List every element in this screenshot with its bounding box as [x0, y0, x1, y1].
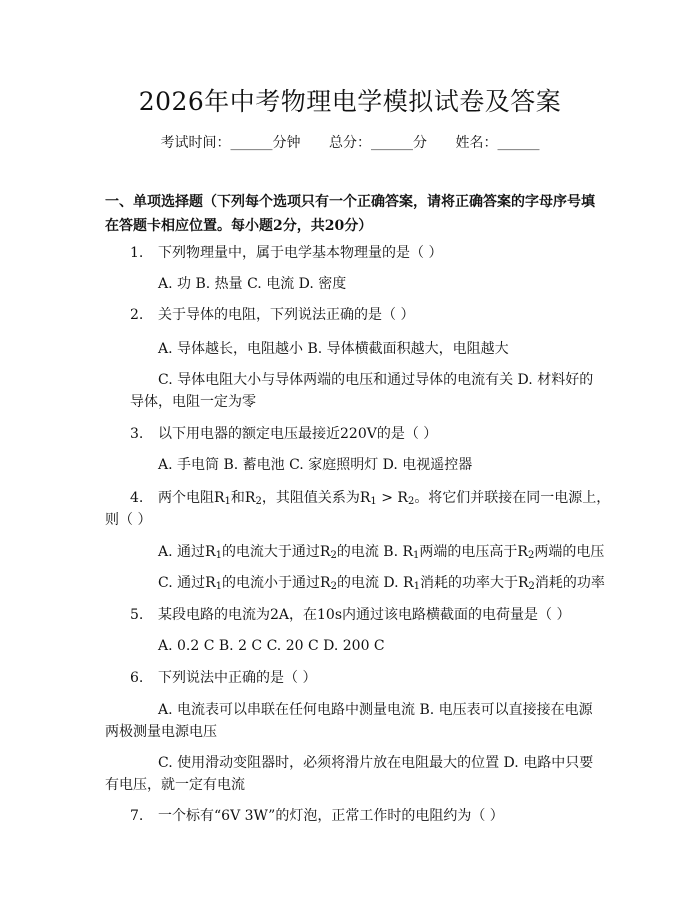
question-1 [130, 241, 442, 265]
option-text: 的电流 B. R [336, 544, 414, 560]
question-4 [130, 486, 610, 510]
subscript: 1 [224, 496, 231, 507]
question-text: 某段电路的电流为2A，在10s内通过该电路横截面的电荷量是（ ） [158, 607, 571, 623]
question-3 [130, 422, 437, 446]
subscript: 2 [527, 550, 535, 561]
subscript: 1 [215, 550, 222, 561]
question-number: 3. [130, 426, 144, 442]
question-number: 2. [130, 307, 144, 323]
question-text-part: ，其阻值关系为R [261, 490, 371, 506]
question-text-part: 和R [230, 490, 256, 506]
subscript: 1 [215, 581, 223, 592]
subscript: 2 [407, 496, 415, 507]
options-2-line3: 导体，电阻一定为零 [130, 394, 256, 410]
subscript: 1 [370, 496, 377, 507]
subscript: 2 [330, 581, 337, 592]
question-text-part: > R [376, 490, 408, 506]
section-heading: 一、单项选择题（下列每个选项只有一个正确答案，请将正确答案的字母序号填在答题卡相应位置。每小题2分，共20分） [105, 194, 595, 234]
options-6-line4: 有电压，就一定有电流 [105, 777, 245, 793]
subscript: 1 [413, 581, 420, 592]
option-text: C. 通过R [158, 575, 216, 591]
exam-name: 姓名：______ [455, 135, 540, 151]
question-5 [130, 603, 570, 627]
option-text: 的电流 D. R [336, 575, 414, 591]
page-title: 2026年中考物理电学模拟试卷及答案 [138, 87, 562, 116]
question-number: 1. [130, 245, 144, 261]
subscript: 2 [255, 496, 262, 507]
question-text-part: 。将它们并联接在同一电源上， [414, 490, 611, 506]
question-6 [130, 666, 316, 690]
question-text: 一个标有“6V 3W”的灯泡，正常工作时的电阻约为（ ） [158, 808, 504, 824]
options-6-line2: 两极测量电源电压 [105, 724, 217, 740]
option-text: 的电流小于通过R [222, 575, 331, 591]
option-text: 消耗的功率 [534, 575, 605, 591]
question-text: 关于导体的电阻，下列说法正确的是（ ） [158, 307, 415, 323]
options-4-line2 [158, 571, 605, 595]
question-number: 7. [130, 808, 144, 824]
options-4-line1 [158, 540, 604, 564]
question-text: 下列说法中正确的是（ ） [158, 670, 317, 686]
option-text: 两端的电压 [534, 544, 605, 560]
options-6-line3: C. 使用滑动变阻器时，必须将滑片放在电阻最大的位置 D. 电路中只要 [158, 755, 594, 771]
question-text: 以下用电器的额定电压最接近220V的是（ ） [158, 426, 438, 442]
options-6-line1: A. 电流表可以串联在任何电路中测量电流 B. 电压表可以直接接在电源 [158, 702, 593, 718]
option-text: 消耗的功率大于R [419, 575, 529, 591]
exam-score: 总分：______分 [329, 135, 427, 151]
option-text: 的电流大于通过R [221, 544, 331, 560]
exam-meta [0, 132, 700, 152]
exam-time: 考试时间：______分钟 [160, 135, 301, 151]
option-text: 两端的电压高于R [419, 544, 528, 560]
subscript: 2 [330, 550, 337, 561]
question-text-part: 两个电阻R [158, 490, 225, 506]
question-7 [130, 804, 504, 828]
subscript: 1 [413, 550, 420, 561]
options-1: A. 功 B. 热量 C. 电流 D. 密度 [158, 276, 347, 292]
question-text: 下列物理量中，属于电学基本物理量的是（ ） [158, 245, 443, 261]
options-5: A. 0.2 C B. 2 C C. 20 C D. 200 C [158, 638, 385, 654]
options-2-line1: A. 导体越长，电阻越小 B. 导体横截面积越大，电阻越大 [158, 341, 509, 357]
question-number: 4. [130, 490, 144, 506]
option-text: A. 通过R [158, 544, 216, 560]
question-4-continued: 则（ ） [105, 512, 152, 528]
options-2-line2: C. 导体电阻大小与导体两端的电压和通过导体的电流有关 D. 材料好的 [158, 372, 594, 388]
question-2 [130, 303, 414, 327]
question-number: 5. [130, 607, 144, 623]
options-3: A. 手电筒 B. 蓄电池 C. 家庭照明灯 D. 电视遥控器 [158, 457, 473, 473]
subscript: 2 [528, 581, 535, 592]
question-number: 6. [130, 670, 144, 686]
